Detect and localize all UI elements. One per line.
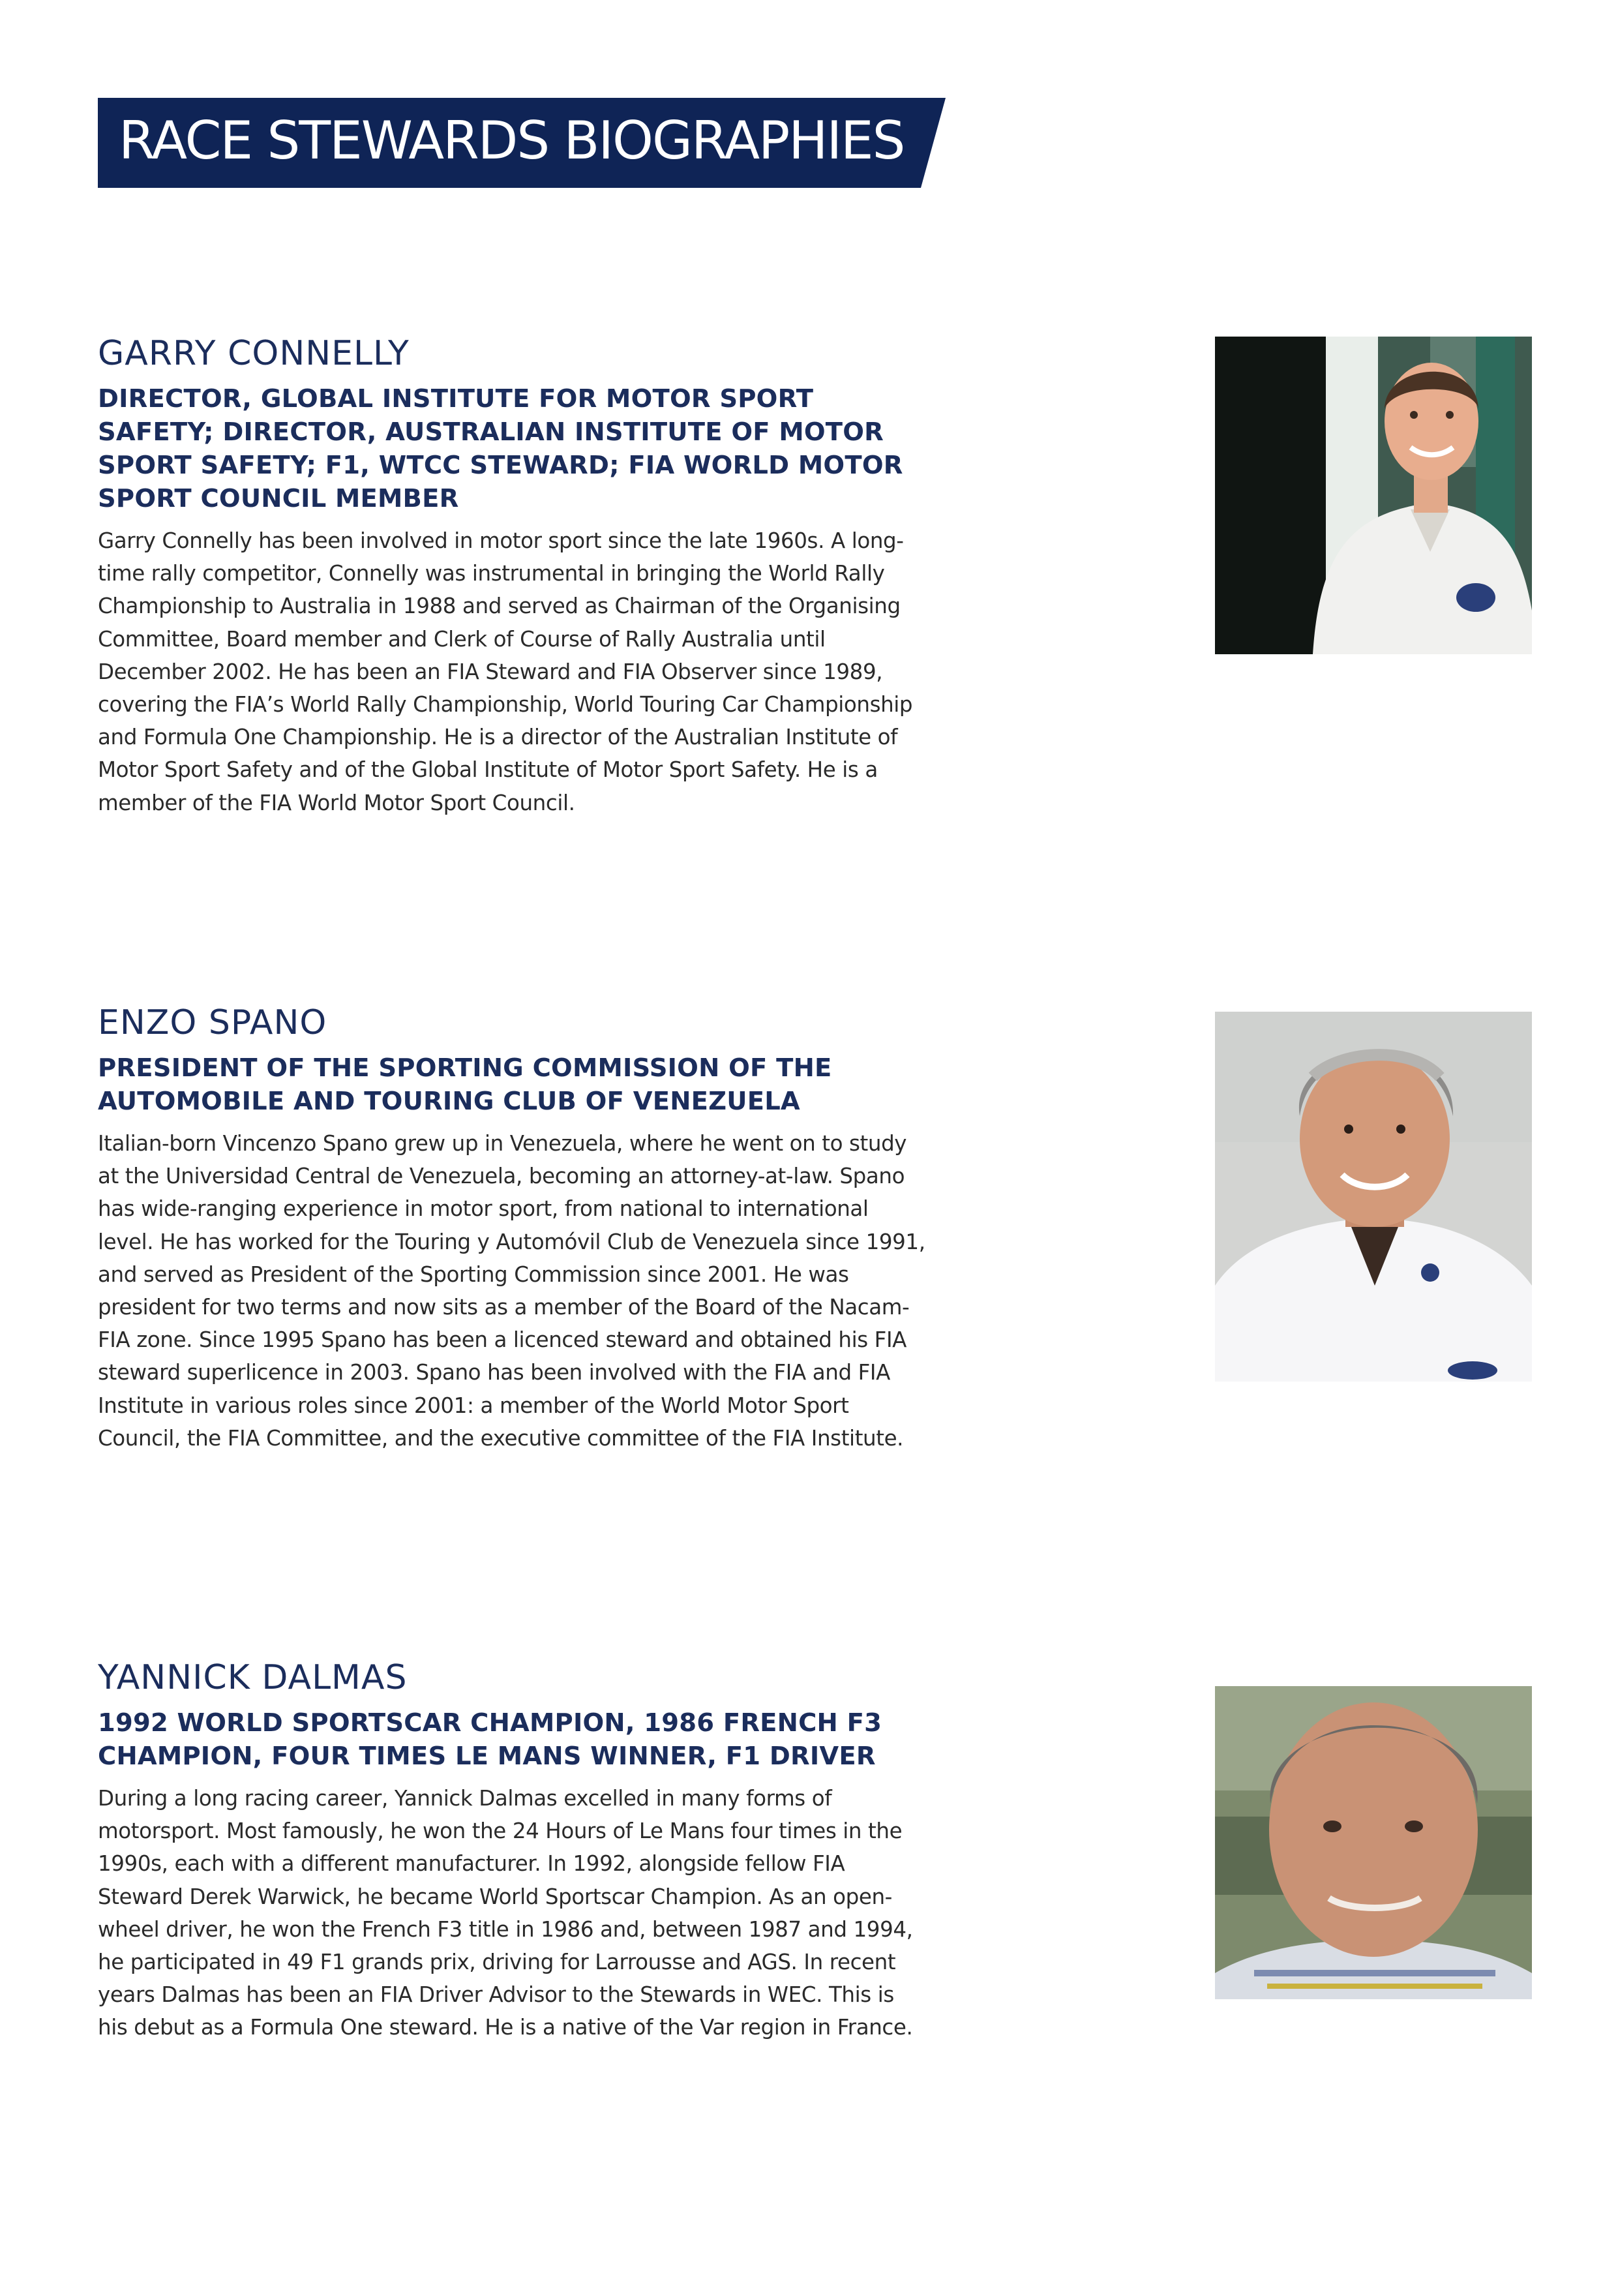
- steward-name: YANNICK DALMAS: [98, 1658, 408, 1697]
- steward-photo-connelly: [1215, 337, 1532, 654]
- portrait-photo-icon: [1215, 337, 1532, 654]
- steward-photo-spano: [1215, 1012, 1532, 1382]
- steward-bio-section: [98, 1657, 926, 2044]
- steward-bio-text: Italian-born Vincenzo Spano grew up in Venezuela, where he went on to study at the Universidad Central de Venezuela, becoming an attorney-at-law. Spano has wide-ranging experience in motor sport, from national to international level. He has worked for the Touring y Automóvil Club de Venezuela since 1991, and served as President of the Sporting Commission since 2001. He was president for two terms and now sits as a member of the Board of the Nacam-FIA zone. Since 1995 Spano has been a licenced steward and obtained his FIA steward superlicence in 2003. Spano has been involved with the FIA and FIA Institute in various roles since 2001: a member of the World Motor Sport Council, the FIA Committee, and the executive committee of the FIA Institute.: [98, 1131, 925, 1451]
- steward-name: GARRY CONNELLY: [98, 334, 410, 373]
- page-title-banner: [98, 98, 946, 188]
- steward-bio-section: [98, 1002, 926, 1455]
- portrait-photo-icon: [1215, 1012, 1532, 1382]
- steward-role: DIRECTOR, GLOBAL INSTITUTE FOR MOTOR SPORT SAFETY; DIRECTOR, AUSTRALIAN INSTITUTE OF MOTOR SPORT SAFETY; F1, WTCC STEWARD; FIA WORLD MOTOR SPORT COUNCIL MEMBER: [98, 384, 903, 513]
- steward-photo-dalmas: [1215, 1686, 1532, 1999]
- steward-name: ENZO SPANO: [98, 1003, 327, 1042]
- steward-bio-text: Garry Connelly has been involved in motor sport since the late 1960s. A long-time rally competitor, Connelly was instrumental in bringing the World Rally Championship to Australia in 1988 and served as Chairman of the Organising Committee, Board member and Clerk of Course of Rally Australia until December 2002. He has been an FIA Steward and FIA Observer since 1989, covering the FIA’s World Rally Championship, World Touring Car Championship and Formula One Championship. He is a director of the Australian Institute of Motor Sport Safety and of the Global Institute of Motor Sport Safety. He is a member of the FIA World Motor Sport Council.: [98, 528, 913, 815]
- steward-bio-section: [98, 333, 926, 819]
- portrait-photo-icon: [1215, 1686, 1532, 1999]
- steward-role: 1992 WORLD SPORTSCAR CHAMPION, 1986 FRENCH F3 CHAMPION, FOUR TIMES LE MANS WINNER, F1 DRIVER: [98, 1708, 882, 1771]
- page-title: RACE STEWARDS BIOGRAPHIES: [119, 110, 905, 171]
- steward-bio-text: During a long racing career, Yannick Dalmas excelled in many forms of motorsport. Most famously, he won the 24 Hours of Le Mans four times in the 1990s, each with a different manufacturer. In 1992, alongside fellow FIA Steward Derek Warwick, he became World Sportscar Champion. As an open-wheel driver, he won the French F3 title in 1986 and, between 1987 and 1994, he participated in 49 F1 grands prix, driving for Larrousse and AGS. In recent years Dalmas has been an FIA Driver Advisor to the Stewards in WEC. This is his debut as a Formula One steward. He is a native of the Var region in France.: [98, 1786, 913, 2040]
- steward-role: PRESIDENT OF THE SPORTING COMMISSION OF THE AUTOMOBILE AND TOURING CLUB OF VENEZUELA: [98, 1053, 832, 1116]
